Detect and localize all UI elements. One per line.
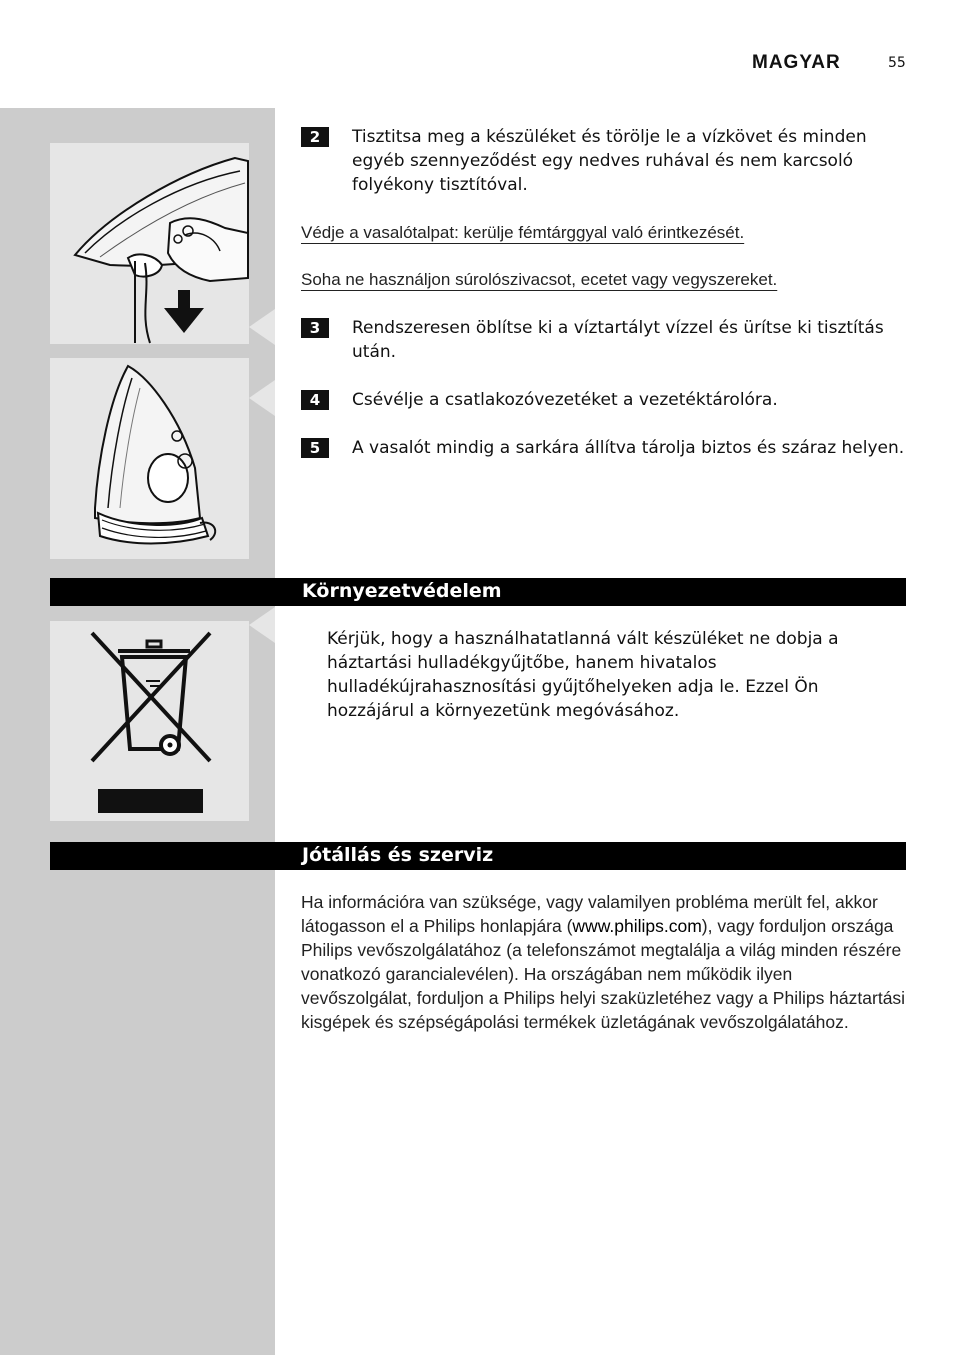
section-title: Környezetvédelem bbox=[302, 580, 502, 602]
warning-text: Soha ne használjon súrolószivacsot, ecetet vagy vegyszereket. bbox=[301, 270, 778, 289]
step-item bbox=[301, 436, 911, 460]
warning-text: Védje a vasalótalpat: kerülje fémtárggyal való érintkezését. bbox=[301, 223, 745, 242]
step-text: Csévélje a csatlakozóvezetéket a vezetéktárolóra. bbox=[352, 390, 778, 410]
step-number: 5 bbox=[301, 438, 329, 458]
section-title: Jótállás és szerviz bbox=[302, 844, 494, 866]
step-text: Rendszeresen öblítse ki a víztartályt vízzel és ürítse ki tisztítás után. bbox=[352, 318, 884, 362]
step-item bbox=[301, 125, 911, 197]
warning-note bbox=[301, 221, 911, 245]
page-number: 55 bbox=[888, 55, 906, 71]
section-header-environment bbox=[50, 578, 906, 606]
step-text: Tisztitsa meg a készüléket és törölje le a vízkövet és minden egyéb szennyeződést egy nedves ruhával és nem karcsoló folyékony tisztítóval. bbox=[352, 127, 867, 195]
warranty-text: ), vagy forduljon országa Philips vevőszolgálatához (a telefonszámot megtalálja a világ minden részére vonatkozó garancialevélen). Ha országában nem működik ilyen vevőszolgálat, forduljon a Philips helyi szaküzletéhez vagy a Philips háztartási kisgépek és szépségápolási termékek üzletágának vevőszolgálatához. bbox=[301, 916, 906, 1032]
warning-note bbox=[301, 268, 911, 292]
philips-website-link[interactable]: www.philips.com bbox=[572, 916, 702, 936]
language-label: MAGYAR bbox=[752, 52, 841, 73]
warranty-text: Ha információra van szüksége, vagy valamilyen probléma merült fel, akkor látogasson el a Philips honlapjára ( bbox=[301, 892, 878, 936]
step-number: 4 bbox=[301, 390, 329, 410]
iron-upright-illustration bbox=[50, 358, 249, 559]
step-text: A vasalót mindig a sarkára állítva tárolja biztos és száraz helyen. bbox=[352, 438, 905, 458]
warranty-paragraph bbox=[301, 890, 907, 1034]
step-number: 2 bbox=[301, 127, 329, 147]
callout-pointer bbox=[249, 607, 275, 643]
callout-pointer bbox=[249, 309, 275, 345]
crossed-bin-icon bbox=[50, 621, 249, 821]
callout-pointer bbox=[249, 380, 275, 416]
down-arrow-icon bbox=[164, 290, 204, 333]
step-item bbox=[301, 388, 911, 412]
step-number: 3 bbox=[301, 318, 329, 338]
environment-paragraph: Kérjük, hogy a használhatatlanná vált készüléket ne dobja a háztartási hulladékgyűjtőbe, hanem hivatalos hulladékújrahasznosítási gyűjtőhelyeken adja le. Ezzel Ön hozzájárul a környezetünk megóvásához. bbox=[327, 629, 839, 721]
step-item bbox=[301, 316, 911, 364]
iron-wipe-illustration bbox=[50, 143, 249, 344]
section-header-warranty bbox=[50, 842, 906, 870]
